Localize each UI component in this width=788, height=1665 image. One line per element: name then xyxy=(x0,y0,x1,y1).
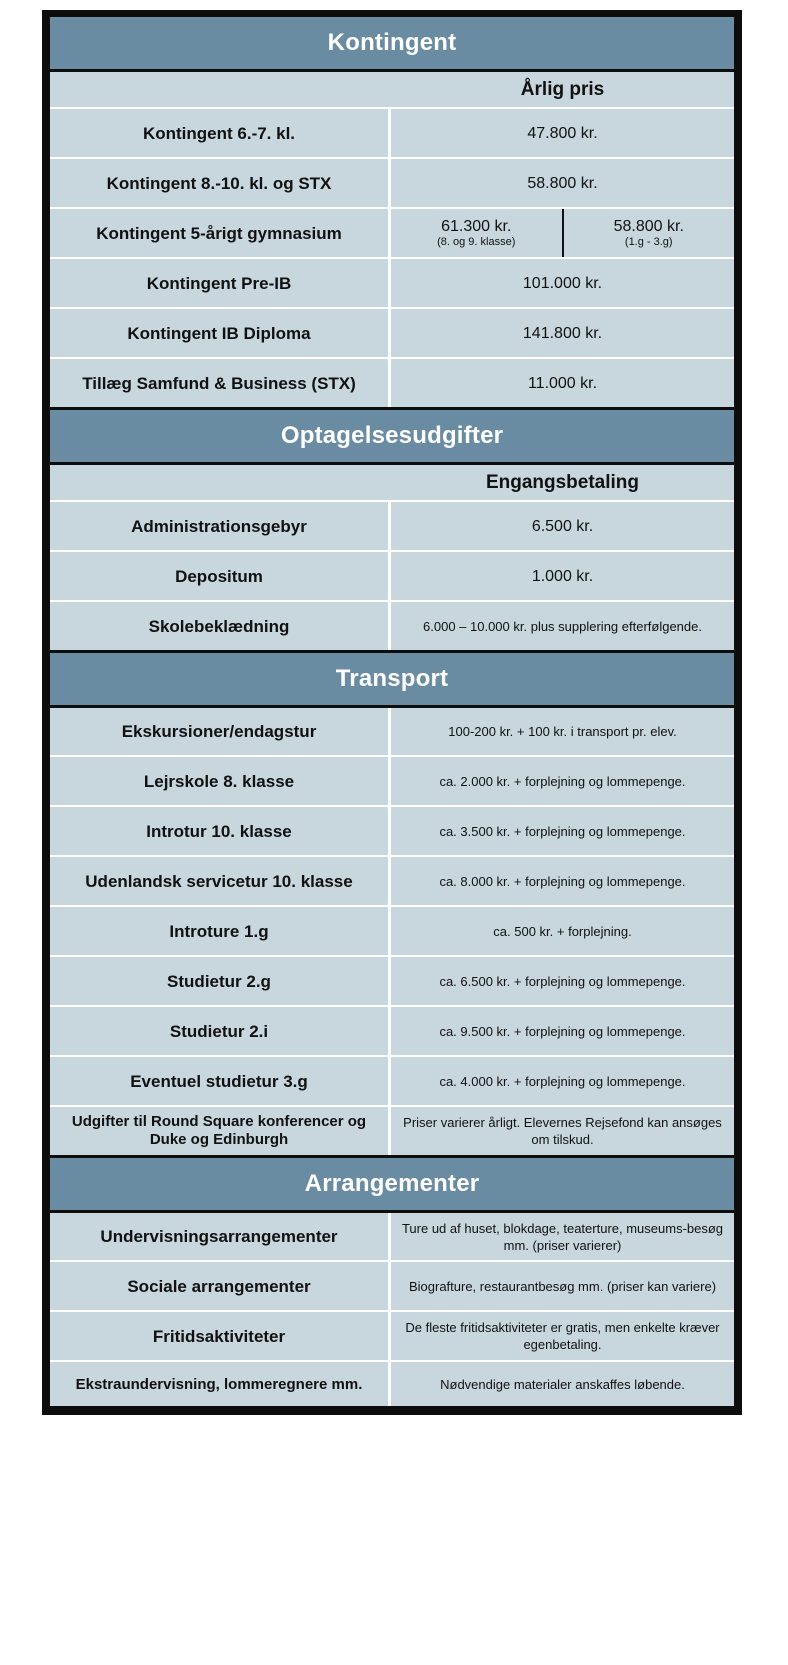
column-header-spacer xyxy=(50,465,391,500)
column-header-row xyxy=(50,462,734,500)
row-value: 141.800 kr. xyxy=(522,324,603,342)
row-value: Priser varierer årligt. Elevernes Rejsefond kan ansøges om tilskud. xyxy=(403,1115,722,1147)
row-label: Skolebeklædning xyxy=(50,602,391,650)
row-value: ca. 4.000 kr. + forplejning og lommepenge. xyxy=(439,1073,686,1089)
row-value: ca. 9.500 kr. + forplejning og lommepenge. xyxy=(439,1023,686,1039)
price-table xyxy=(42,10,742,1415)
note-8-9-klasse: (8. og 9. klasse) xyxy=(437,235,516,248)
row-value: 6.000 – 10.000 kr. plus supplering efterfølgende. xyxy=(423,618,702,634)
row-label: Ekskursioner/endagstur xyxy=(50,708,391,755)
row-value-split xyxy=(391,209,734,257)
row-value: ca. 500 kr. + forplejning. xyxy=(493,923,632,939)
row-label: Studietur 2.g xyxy=(50,957,391,1005)
column-header-engangsbetaling: Engangsbetaling xyxy=(485,471,640,493)
table-row xyxy=(50,705,734,755)
table-row xyxy=(50,1105,734,1155)
row-label: Kontingent Pre-IB xyxy=(50,259,391,307)
row-label: Udgifter til Round Square konferencer og Duke og Edinburgh xyxy=(50,1107,391,1155)
split-value-second xyxy=(564,209,735,257)
section-header-optagelsesudgifter: Optagelsesudgifter xyxy=(50,410,734,462)
row-label: Sociale arrangementer xyxy=(50,1262,391,1310)
row-value: Nødvendige materialer anskaffes løbende. xyxy=(440,1376,685,1392)
row-value: 101.000 kr. xyxy=(522,274,603,292)
table-row xyxy=(50,357,734,407)
note-1g-3g: (1.g - 3.g) xyxy=(624,235,673,248)
table-row xyxy=(50,1005,734,1055)
row-label: Tillæg Samfund & Business (STX) xyxy=(50,359,391,407)
table-row xyxy=(50,207,734,257)
row-label: Ekstraundervisning, lommeregnere mm. xyxy=(50,1362,391,1406)
row-label: Eventuel studietur 3.g xyxy=(50,1057,391,1105)
row-value: ca. 6.500 kr. + forplejning og lommepenge. xyxy=(439,973,686,989)
table-row xyxy=(50,855,734,905)
row-value: De fleste fritidsaktiviteter er gratis, men enkelte kræver egenbetaling. xyxy=(405,1320,720,1352)
row-label: Studietur 2.i xyxy=(50,1007,391,1055)
row-label: Kontingent 6.-7. kl. xyxy=(50,109,391,157)
row-label: Kontingent 5-årigt gymnasium xyxy=(50,209,391,257)
table-row xyxy=(50,1055,734,1105)
table-row xyxy=(50,157,734,207)
row-value: Ture ud af huset, blokdage, teaterture, museums-besøg mm. (priser varierer) xyxy=(401,1220,724,1253)
table-row xyxy=(50,1360,734,1406)
table-row xyxy=(50,955,734,1005)
column-header-row xyxy=(50,69,734,107)
split-value-first xyxy=(391,209,564,257)
section-header-kontingent: Kontingent xyxy=(50,17,734,69)
row-value: ca. 8.000 kr. + forplejning og lommepenge. xyxy=(439,873,686,889)
row-label: Udenlandsk servicetur 10. klasse xyxy=(50,857,391,905)
row-value: 6.500 kr. xyxy=(531,517,594,535)
row-label: Lejrskole 8. klasse xyxy=(50,757,391,805)
table-row xyxy=(50,805,734,855)
row-label: Introtur 10. klasse xyxy=(50,807,391,855)
table-row xyxy=(50,755,734,805)
table-row xyxy=(50,257,734,307)
row-label: Undervisningsarrangementer xyxy=(50,1213,391,1260)
row-label: Administrationsgebyr xyxy=(50,502,391,550)
column-header-spacer xyxy=(50,72,391,107)
row-label: Depositum xyxy=(50,552,391,600)
price-table-inner xyxy=(50,17,734,1408)
table-row xyxy=(50,107,734,157)
column-header-aarlig-pris: Årlig pris xyxy=(520,78,605,100)
section-header-transport: Transport xyxy=(50,653,734,705)
row-value: ca. 2.000 kr. + forplejning og lommepenge. xyxy=(439,773,686,789)
table-row xyxy=(50,307,734,357)
section-header-arrangementer: Arrangementer xyxy=(50,1158,734,1210)
row-label: Introture 1.g xyxy=(50,907,391,955)
table-row xyxy=(50,550,734,600)
price-1g-3g: 58.800 kr. xyxy=(613,217,684,235)
row-value: Biografture, restaurantbesøg mm. (priser kan variere) xyxy=(408,1278,717,1294)
row-value: 1.000 kr. xyxy=(531,567,594,585)
row-value: 100-200 kr. + 100 kr. i transport pr. elev. xyxy=(448,724,677,739)
row-label: Fritidsaktiviteter xyxy=(50,1312,391,1360)
row-value: 47.800 kr. xyxy=(527,124,598,142)
row-value: 58.800 kr. xyxy=(527,174,598,192)
table-row xyxy=(50,1260,734,1310)
table-row xyxy=(50,600,734,650)
row-value: 11.000 kr. xyxy=(527,374,598,392)
row-label: Kontingent 8.-10. kl. og STX xyxy=(50,159,391,207)
table-row xyxy=(50,1310,734,1360)
row-value: ca. 3.500 kr. + forplejning og lommepenge. xyxy=(439,823,686,839)
table-row xyxy=(50,1210,734,1260)
row-label: Kontingent IB Diploma xyxy=(50,309,391,357)
price-8-9-klasse: 61.300 kr. xyxy=(441,217,512,235)
table-row xyxy=(50,905,734,955)
table-row xyxy=(50,500,734,550)
